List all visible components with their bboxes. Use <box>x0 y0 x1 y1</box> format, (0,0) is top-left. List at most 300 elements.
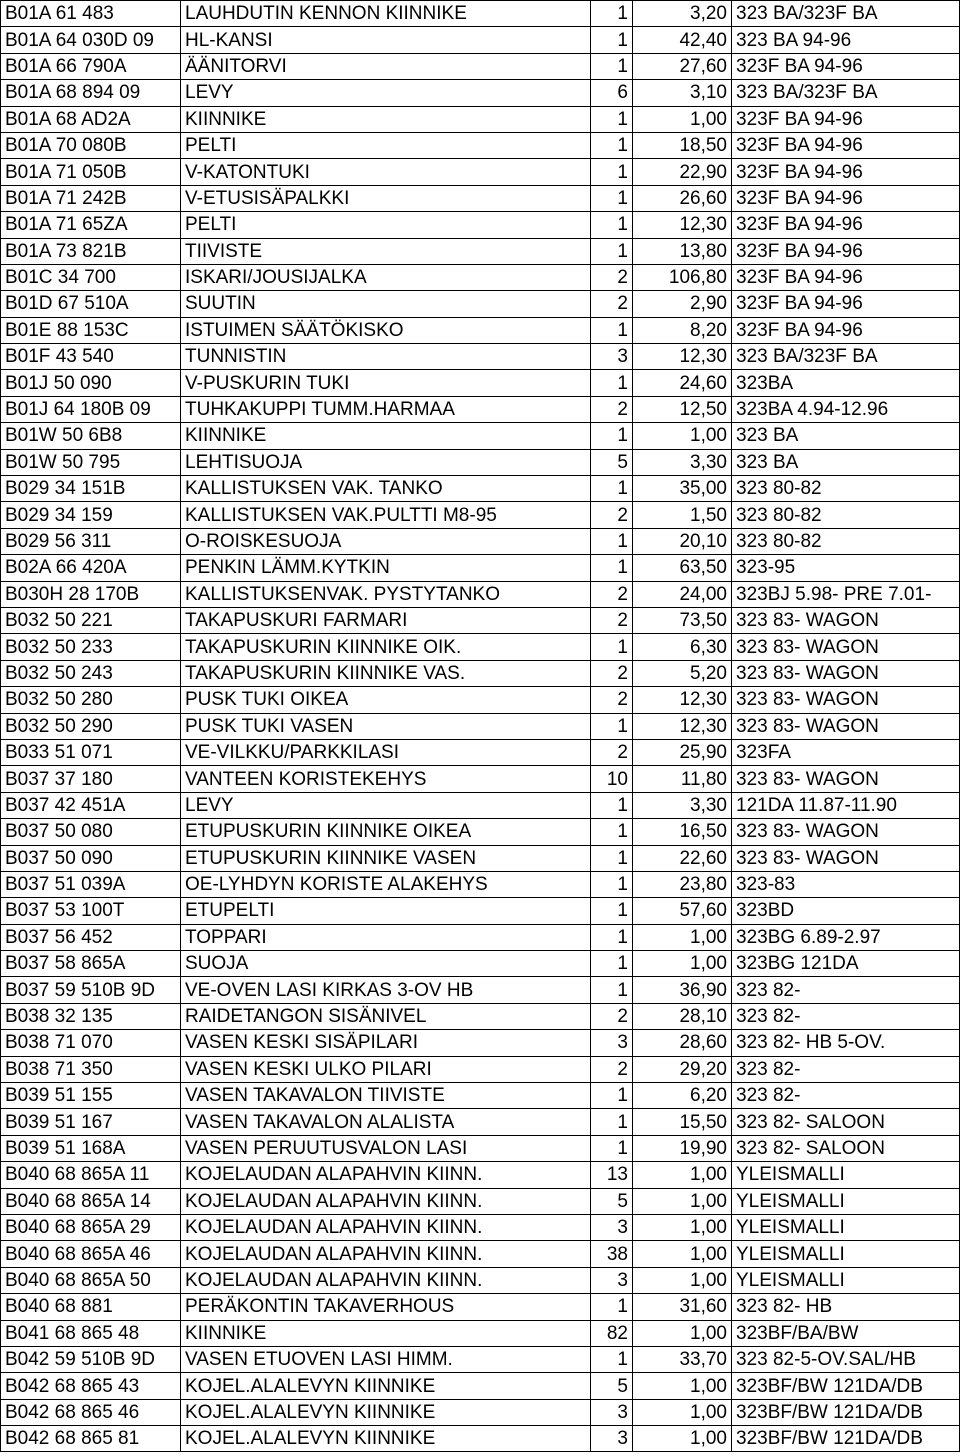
price-cell: 63,50 <box>633 555 732 581</box>
price-cell: 36,90 <box>633 977 732 1003</box>
model-cell: 323BA 4.94-12.96 <box>732 396 960 422</box>
table-row <box>1 977 960 1003</box>
part-name-cell: TAKAPUSKURIN KIINNIKE OIK. <box>181 634 591 660</box>
part-number-cell: B02A 66 420A <box>1 555 181 581</box>
part-number-cell: B037 37 180 <box>1 766 181 792</box>
table-row <box>1 1214 960 1240</box>
table-row <box>1 1056 960 1082</box>
quantity-cell: 1 <box>591 792 633 818</box>
part-name-cell: KIINNIKE <box>181 423 591 449</box>
price-cell: 8,20 <box>633 317 732 343</box>
part-name-cell: TAKAPUSKURIN KIINNIKE VAS. <box>181 660 591 686</box>
model-cell: YLEISMALLI <box>732 1188 960 1214</box>
table-row <box>1 898 960 924</box>
quantity-cell: 2 <box>591 291 633 317</box>
quantity-cell: 1 <box>591 238 633 264</box>
part-name-cell: TUHKAKUPPI TUMM.HARMAA <box>181 396 591 422</box>
model-cell: 323F BA 94-96 <box>732 53 960 79</box>
quantity-cell: 2 <box>591 396 633 422</box>
part-number-cell: B029 34 151B <box>1 476 181 502</box>
parts-table-body <box>1 1 960 1452</box>
price-cell: 1,00 <box>633 423 732 449</box>
quantity-cell: 5 <box>591 449 633 475</box>
part-number-cell: B037 51 039A <box>1 871 181 897</box>
part-number-cell: B038 32 135 <box>1 1003 181 1029</box>
quantity-cell: 1 <box>591 1346 633 1372</box>
model-cell: 323F BA 94-96 <box>732 159 960 185</box>
part-number-cell: B029 56 311 <box>1 528 181 554</box>
quantity-cell: 1 <box>591 212 633 238</box>
quantity-cell: 2 <box>591 1003 633 1029</box>
part-name-cell: KOJELAUDAN ALAPAHVIN KIINN. <box>181 1162 591 1188</box>
part-name-cell: KOJELAUDAN ALAPAHVIN KIINN. <box>181 1188 591 1214</box>
part-number-cell: B038 71 350 <box>1 1056 181 1082</box>
price-cell: 42,40 <box>633 27 732 53</box>
model-cell: 323F BA 94-96 <box>732 106 960 132</box>
part-number-cell: B01A 71 65ZA <box>1 212 181 238</box>
part-number-cell: B039 51 168A <box>1 1135 181 1161</box>
part-name-cell: KIINNIKE <box>181 106 591 132</box>
model-cell: 323F BA 94-96 <box>732 212 960 238</box>
part-number-cell: B037 56 452 <box>1 924 181 950</box>
quantity-cell: 1 <box>591 1109 633 1135</box>
model-cell: 323BF/BW 121DA/DB <box>732 1426 960 1452</box>
price-cell: 27,60 <box>633 53 732 79</box>
part-number-cell: B030H 28 170B <box>1 581 181 607</box>
table-row <box>1 317 960 343</box>
part-name-cell: SUUTIN <box>181 291 591 317</box>
price-cell: 6,20 <box>633 1083 732 1109</box>
table-row <box>1 80 960 106</box>
table-row <box>1 27 960 53</box>
quantity-cell: 1 <box>591 951 633 977</box>
table-row <box>1 687 960 713</box>
quantity-cell: 2 <box>591 581 633 607</box>
quantity-cell: 1 <box>591 634 633 660</box>
part-number-cell: B01A 71 050B <box>1 159 181 185</box>
part-name-cell: VASEN KESKI SISÄPILARI <box>181 1030 591 1056</box>
table-row <box>1 713 960 739</box>
model-cell: 323BG 6.89-2.97 <box>732 924 960 950</box>
table-row <box>1 396 960 422</box>
part-name-cell: V-PUSKURIN TUKI <box>181 370 591 396</box>
model-cell: 323 82- <box>732 1083 960 1109</box>
part-name-cell: ISTUIMEN SÄÄTÖKISKO <box>181 317 591 343</box>
price-cell: 1,00 <box>633 951 732 977</box>
table-row <box>1 766 960 792</box>
part-number-cell: B040 68 865A 29 <box>1 1214 181 1240</box>
quantity-cell: 6 <box>591 80 633 106</box>
table-row <box>1 1030 960 1056</box>
model-cell: 323FA <box>732 739 960 765</box>
price-cell: 22,60 <box>633 845 732 871</box>
price-cell: 1,00 <box>633 1162 732 1188</box>
quantity-cell: 1 <box>591 924 633 950</box>
quantity-cell: 1 <box>591 476 633 502</box>
part-name-cell: VASEN TAKAVALON ALALISTA <box>181 1109 591 1135</box>
model-cell: 323 82-5-OV.SAL/HB <box>732 1346 960 1372</box>
price-cell: 23,80 <box>633 871 732 897</box>
model-cell: 323BF/BW 121DA/DB <box>732 1399 960 1425</box>
table-row <box>1 1 960 27</box>
quantity-cell: 1 <box>591 185 633 211</box>
quantity-cell: 1 <box>591 845 633 871</box>
model-cell: 323 80-82 <box>732 502 960 528</box>
part-name-cell: LEVY <box>181 792 591 818</box>
part-number-cell: B01A 73 821B <box>1 238 181 264</box>
part-number-cell: B01A 71 242B <box>1 185 181 211</box>
part-name-cell: LEVY <box>181 80 591 106</box>
price-cell: 35,00 <box>633 476 732 502</box>
quantity-cell: 38 <box>591 1241 633 1267</box>
part-number-cell: B042 59 510B 9D <box>1 1346 181 1372</box>
part-name-cell: VANTEEN KORISTEKEHYS <box>181 766 591 792</box>
part-name-cell: VE-VILKKU/PARKKILASI <box>181 739 591 765</box>
model-cell: 323BA <box>732 370 960 396</box>
table-row <box>1 106 960 132</box>
model-cell: 323 83- WAGON <box>732 713 960 739</box>
model-cell: 323 BA/323F BA <box>732 344 960 370</box>
table-row <box>1 1188 960 1214</box>
model-cell: 323 82- SALOON <box>732 1135 960 1161</box>
price-cell: 15,50 <box>633 1109 732 1135</box>
part-number-cell: B032 50 243 <box>1 660 181 686</box>
model-cell: 323BG 121DA <box>732 951 960 977</box>
model-cell: 323F BA 94-96 <box>732 132 960 158</box>
part-number-cell: B029 34 159 <box>1 502 181 528</box>
model-cell: YLEISMALLI <box>732 1162 960 1188</box>
quantity-cell: 1 <box>591 317 633 343</box>
part-name-cell: VASEN PERUUTUSVALON LASI <box>181 1135 591 1161</box>
model-cell: 323-83 <box>732 871 960 897</box>
price-cell: 11,80 <box>633 766 732 792</box>
part-name-cell: ETUPUSKURIN KIINNIKE OIKEA <box>181 819 591 845</box>
part-name-cell: KOJELAUDAN ALAPAHVIN KIINN. <box>181 1214 591 1240</box>
part-name-cell: KIINNIKE <box>181 1320 591 1346</box>
price-cell: 22,90 <box>633 159 732 185</box>
table-row <box>1 634 960 660</box>
quantity-cell: 3 <box>591 1267 633 1293</box>
table-row <box>1 53 960 79</box>
table-row <box>1 555 960 581</box>
part-name-cell: ISKARI/JOUSIJALKA <box>181 264 591 290</box>
part-number-cell: B032 50 233 <box>1 634 181 660</box>
model-cell: 323F BA 94-96 <box>732 291 960 317</box>
price-cell: 24,00 <box>633 581 732 607</box>
model-cell: 323 BA/323F BA <box>732 80 960 106</box>
table-row <box>1 212 960 238</box>
price-cell: 1,50 <box>633 502 732 528</box>
part-number-cell: B01A 70 080B <box>1 132 181 158</box>
part-number-cell: B01A 64 030D 09 <box>1 27 181 53</box>
table-row <box>1 502 960 528</box>
price-cell: 3,20 <box>633 1 732 27</box>
price-cell: 5,20 <box>633 660 732 686</box>
part-number-cell: B040 68 865A 50 <box>1 1267 181 1293</box>
model-cell: 323 82- SALOON <box>732 1109 960 1135</box>
price-cell: 12,30 <box>633 344 732 370</box>
table-row <box>1 660 960 686</box>
part-number-cell: B039 51 155 <box>1 1083 181 1109</box>
price-cell: 26,60 <box>633 185 732 211</box>
part-name-cell: PELTI <box>181 212 591 238</box>
quantity-cell: 5 <box>591 1373 633 1399</box>
price-cell: 16,50 <box>633 819 732 845</box>
part-number-cell: B041 68 865 48 <box>1 1320 181 1346</box>
part-number-cell: B01W 50 795 <box>1 449 181 475</box>
price-cell: 12,50 <box>633 396 732 422</box>
quantity-cell: 2 <box>591 1056 633 1082</box>
table-row <box>1 1399 960 1425</box>
part-name-cell: ETUPUSKURIN KIINNIKE VASEN <box>181 845 591 871</box>
part-name-cell: VE-OVEN LASI KIRKAS 3-OV HB <box>181 977 591 1003</box>
table-row <box>1 871 960 897</box>
model-cell: 323 BA <box>732 449 960 475</box>
model-cell: 323 83- WAGON <box>732 634 960 660</box>
model-cell: 323BF/BW 121DA/DB <box>732 1373 960 1399</box>
table-row <box>1 449 960 475</box>
table-row <box>1 528 960 554</box>
price-cell: 1,00 <box>633 1373 732 1399</box>
price-cell: 1,00 <box>633 1267 732 1293</box>
table-row <box>1 1346 960 1372</box>
price-cell: 1,00 <box>633 1399 732 1425</box>
part-number-cell: B039 51 167 <box>1 1109 181 1135</box>
quantity-cell: 2 <box>591 264 633 290</box>
part-name-cell: ETUPELTI <box>181 898 591 924</box>
part-number-cell: B032 50 221 <box>1 607 181 633</box>
part-name-cell: LAUHDUTIN KENNON KIINNIKE <box>181 1 591 27</box>
table-row <box>1 924 960 950</box>
part-name-cell: PERÄKONTIN TAKAVERHOUS <box>181 1294 591 1320</box>
price-cell: 13,80 <box>633 238 732 264</box>
part-name-cell: TOPPARI <box>181 924 591 950</box>
part-name-cell: KOJEL.ALALEVYN KIINNIKE <box>181 1373 591 1399</box>
price-cell: 106,80 <box>633 264 732 290</box>
price-cell: 19,90 <box>633 1135 732 1161</box>
price-cell: 1,00 <box>633 106 732 132</box>
part-name-cell: TUNNISTIN <box>181 344 591 370</box>
part-name-cell: LEHTISUOJA <box>181 449 591 475</box>
model-cell: 323 83- WAGON <box>732 687 960 713</box>
model-cell: 323 82- HB <box>732 1294 960 1320</box>
part-number-cell: B037 58 865A <box>1 951 181 977</box>
price-cell: 6,30 <box>633 634 732 660</box>
part-name-cell: O-ROISKESUOJA <box>181 528 591 554</box>
table-row <box>1 1135 960 1161</box>
quantity-cell: 1 <box>591 106 633 132</box>
part-number-cell: B037 53 100T <box>1 898 181 924</box>
part-number-cell: B040 68 881 <box>1 1294 181 1320</box>
table-row <box>1 581 960 607</box>
part-name-cell: TIIVISTE <box>181 238 591 264</box>
part-number-cell: B01D 67 510A <box>1 291 181 317</box>
price-cell: 3,30 <box>633 792 732 818</box>
quantity-cell: 2 <box>591 687 633 713</box>
model-cell: 323 BA/323F BA <box>732 1 960 27</box>
model-cell: 323F BA 94-96 <box>732 185 960 211</box>
table-row <box>1 739 960 765</box>
part-number-cell: B01J 50 090 <box>1 370 181 396</box>
model-cell: 323F BA 94-96 <box>732 317 960 343</box>
quantity-cell: 1 <box>591 370 633 396</box>
part-name-cell: KALLISTUKSEN VAK. TANKO <box>181 476 591 502</box>
price-cell: 12,30 <box>633 713 732 739</box>
model-cell: 323 83- WAGON <box>732 660 960 686</box>
part-number-cell: B01A 66 790A <box>1 53 181 79</box>
model-cell: YLEISMALLI <box>732 1267 960 1293</box>
model-cell: 323 BA <box>732 423 960 449</box>
part-number-cell: B038 71 070 <box>1 1030 181 1056</box>
table-row <box>1 819 960 845</box>
part-name-cell: PENKIN LÄMM.KYTKIN <box>181 555 591 581</box>
table-row <box>1 1267 960 1293</box>
part-number-cell: B040 68 865A 46 <box>1 1241 181 1267</box>
price-cell: 3,10 <box>633 80 732 106</box>
part-name-cell: KOJEL.ALALEVYN KIINNIKE <box>181 1426 591 1452</box>
model-cell: 323 BA 94-96 <box>732 27 960 53</box>
table-row <box>1 1083 960 1109</box>
part-name-cell: VASEN ETUOVEN LASI HIMM. <box>181 1346 591 1372</box>
quantity-cell: 1 <box>591 159 633 185</box>
table-row <box>1 159 960 185</box>
price-cell: 28,60 <box>633 1030 732 1056</box>
quantity-cell: 1 <box>591 819 633 845</box>
price-cell: 25,90 <box>633 739 732 765</box>
part-name-cell: HL-KANSI <box>181 27 591 53</box>
model-cell: 323BF/BA/BW <box>732 1320 960 1346</box>
part-name-cell: VASEN TAKAVALON TIIVISTE <box>181 1083 591 1109</box>
model-cell: 323 83- WAGON <box>732 607 960 633</box>
part-number-cell: B01C 34 700 <box>1 264 181 290</box>
quantity-cell: 3 <box>591 1214 633 1240</box>
part-name-cell: PUSK TUKI VASEN <box>181 713 591 739</box>
quantity-cell: 1 <box>591 132 633 158</box>
model-cell: 323 82- <box>732 1003 960 1029</box>
quantity-cell: 1 <box>591 528 633 554</box>
part-number-cell: B01W 50 6B8 <box>1 423 181 449</box>
table-row <box>1 1003 960 1029</box>
table-row <box>1 370 960 396</box>
price-cell: 24,60 <box>633 370 732 396</box>
part-number-cell: B037 50 090 <box>1 845 181 871</box>
quantity-cell: 1 <box>591 1 633 27</box>
part-number-cell: B042 68 865 81 <box>1 1426 181 1452</box>
price-cell: 2,90 <box>633 291 732 317</box>
model-cell: YLEISMALLI <box>732 1214 960 1240</box>
price-cell: 12,30 <box>633 212 732 238</box>
quantity-cell: 2 <box>591 739 633 765</box>
table-row <box>1 132 960 158</box>
table-row <box>1 792 960 818</box>
model-cell: 323 83- WAGON <box>732 845 960 871</box>
price-cell: 1,00 <box>633 1320 732 1346</box>
model-cell: 323F BA 94-96 <box>732 238 960 264</box>
price-cell: 1,00 <box>633 1426 732 1452</box>
model-cell: 121DA 11.87-11.90 <box>732 792 960 818</box>
model-cell: 323 83- WAGON <box>732 819 960 845</box>
part-name-cell: KOJELAUDAN ALAPAHVIN KIINN. <box>181 1267 591 1293</box>
part-number-cell: B033 51 071 <box>1 739 181 765</box>
table-row <box>1 1162 960 1188</box>
quantity-cell: 2 <box>591 660 633 686</box>
table-row <box>1 185 960 211</box>
price-cell: 12,30 <box>633 687 732 713</box>
table-row <box>1 607 960 633</box>
part-name-cell: TAKAPUSKURI FARMARI <box>181 607 591 633</box>
price-cell: 1,00 <box>633 1241 732 1267</box>
quantity-cell: 3 <box>591 1399 633 1425</box>
table-row <box>1 344 960 370</box>
quantity-cell: 1 <box>591 1294 633 1320</box>
quantity-cell: 3 <box>591 1426 633 1452</box>
part-number-cell: B040 68 865A 11 <box>1 1162 181 1188</box>
table-row <box>1 1241 960 1267</box>
model-cell: 323 82- <box>732 977 960 1003</box>
part-number-cell: B01E 88 153C <box>1 317 181 343</box>
price-cell: 33,70 <box>633 1346 732 1372</box>
table-row <box>1 1426 960 1452</box>
table-row <box>1 1373 960 1399</box>
model-cell: 323BD <box>732 898 960 924</box>
part-number-cell: B032 50 280 <box>1 687 181 713</box>
part-number-cell: B037 42 451A <box>1 792 181 818</box>
quantity-cell: 82 <box>591 1320 633 1346</box>
part-number-cell: B01J 64 180B 09 <box>1 396 181 422</box>
quantity-cell: 1 <box>591 1083 633 1109</box>
part-name-cell: SUOJA <box>181 951 591 977</box>
model-cell: 323 82- <box>732 1056 960 1082</box>
quantity-cell: 1 <box>591 1135 633 1161</box>
quantity-cell: 3 <box>591 1030 633 1056</box>
part-name-cell: KOJELAUDAN ALAPAHVIN KIINN. <box>181 1241 591 1267</box>
part-name-cell: PUSK TUKI OIKEA <box>181 687 591 713</box>
part-number-cell: B01A 68 894 09 <box>1 80 181 106</box>
table-row <box>1 951 960 977</box>
part-name-cell: KALLISTUKSENVAK. PYSTYTANKO <box>181 581 591 607</box>
table-row <box>1 423 960 449</box>
part-number-cell: B01A 68 AD2A <box>1 106 181 132</box>
model-cell: 323 83- WAGON <box>732 766 960 792</box>
table-row <box>1 845 960 871</box>
model-cell: 323-95 <box>732 555 960 581</box>
table-row <box>1 291 960 317</box>
quantity-cell: 1 <box>591 27 633 53</box>
price-cell: 73,50 <box>633 607 732 633</box>
part-name-cell: OE-LYHDYN KORISTE ALAKEHYS <box>181 871 591 897</box>
part-number-cell: B01A 61 483 <box>1 1 181 27</box>
quantity-cell: 10 <box>591 766 633 792</box>
table-row <box>1 476 960 502</box>
price-cell: 31,60 <box>633 1294 732 1320</box>
model-cell: 323F BA 94-96 <box>732 264 960 290</box>
quantity-cell: 1 <box>591 423 633 449</box>
quantity-cell: 1 <box>591 871 633 897</box>
quantity-cell: 13 <box>591 1162 633 1188</box>
part-name-cell: V-KATONTUKI <box>181 159 591 185</box>
part-name-cell: ÄÄNITORVI <box>181 53 591 79</box>
part-number-cell: B042 68 865 43 <box>1 1373 181 1399</box>
price-cell: 18,50 <box>633 132 732 158</box>
part-name-cell: VASEN KESKI ULKO PILARI <box>181 1056 591 1082</box>
model-cell: 323 80-82 <box>732 476 960 502</box>
table-row <box>1 264 960 290</box>
part-name-cell: V-ETUSISÄPALKKI <box>181 185 591 211</box>
table-row <box>1 238 960 264</box>
price-cell: 1,00 <box>633 924 732 950</box>
part-number-cell: B042 68 865 46 <box>1 1399 181 1425</box>
quantity-cell: 1 <box>591 713 633 739</box>
